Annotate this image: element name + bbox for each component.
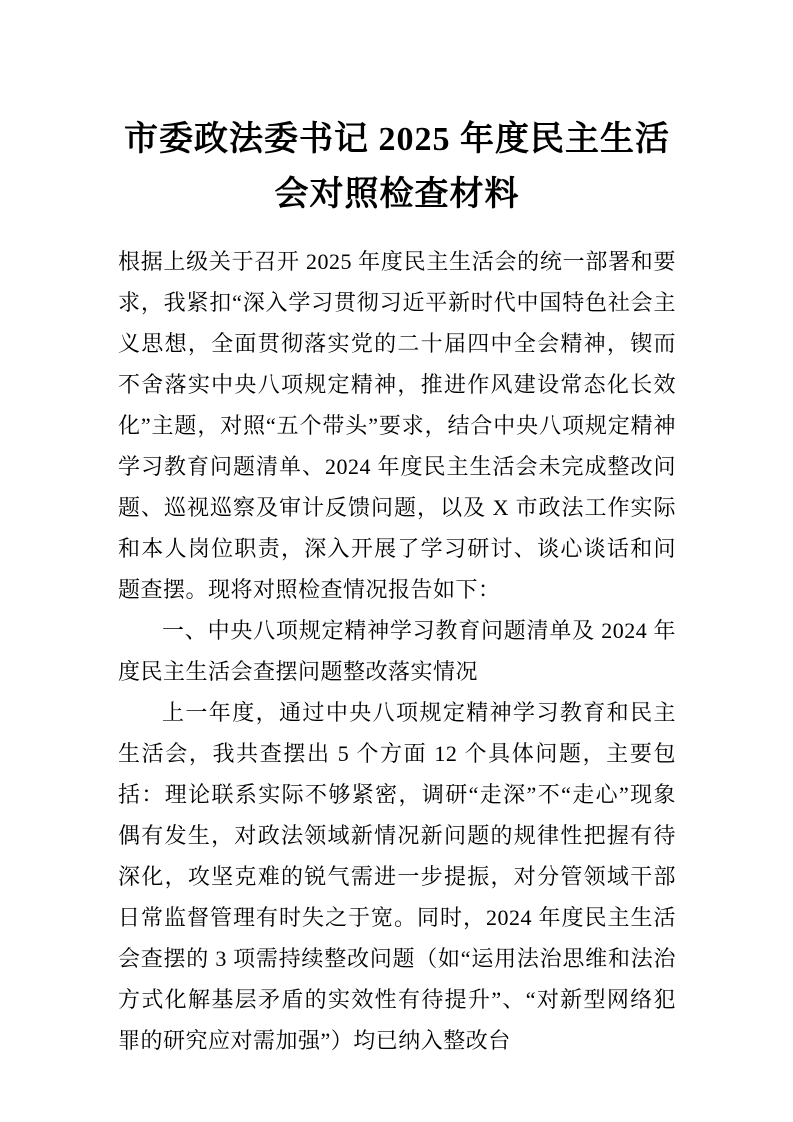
- section-heading: 一、中央八项规定精神学习教育问题清单及 2024 年度民主生活会查摆问题整改落实情况: [118, 618, 676, 684]
- document-title: 市委政法委书记 2025 年度民主生活会对照检查材料: [124, 121, 670, 213]
- paragraph-body: 上一年度，通过中央八项规定精神学习教育和民主生活会，我共查摆出 5 个方面 12 个具体问题，主要包括：理论联系实际不够紧密，调研“走深”不“走心”现象偶有发生，对政法领域新情况新问题的规律性把握有待深化，攻坚克难的锐气需进一步提振，对分管领域干部日常监督管理有时失之于宽。同时，2024 年度民主生活会查摆的 3 项需持续整改问题（如“运用法治思维和法治方式化解基层矛盾的实效性有待提升”、“对新型网络犯罪的研究应对需加强”）均已纳入整改台: [118, 700, 676, 1053]
- paragraph-intro: 根据上级关于召开 2025 年度民主生活会的统一部署和要求，我紧扣“深入学习贯彻习近平新时代中国特色社会主义思想，全面贯彻落实党的二十届四中全会精神，锲而不舍落实中央八项规定精神，推进作风建设常态化长效化”主题，对照“五个带头”要求，结合中央八项规定精神学习教育问题清单、2024 年度民主生活会未完成整改问题、巡视巡察及审计反馈问题，以及 X 市政法工作实际和本人岗位职责，深入开展了学习研讨、谈心谈话和问题查摆。现将对照检查情况报告如下：: [118, 249, 676, 602]
